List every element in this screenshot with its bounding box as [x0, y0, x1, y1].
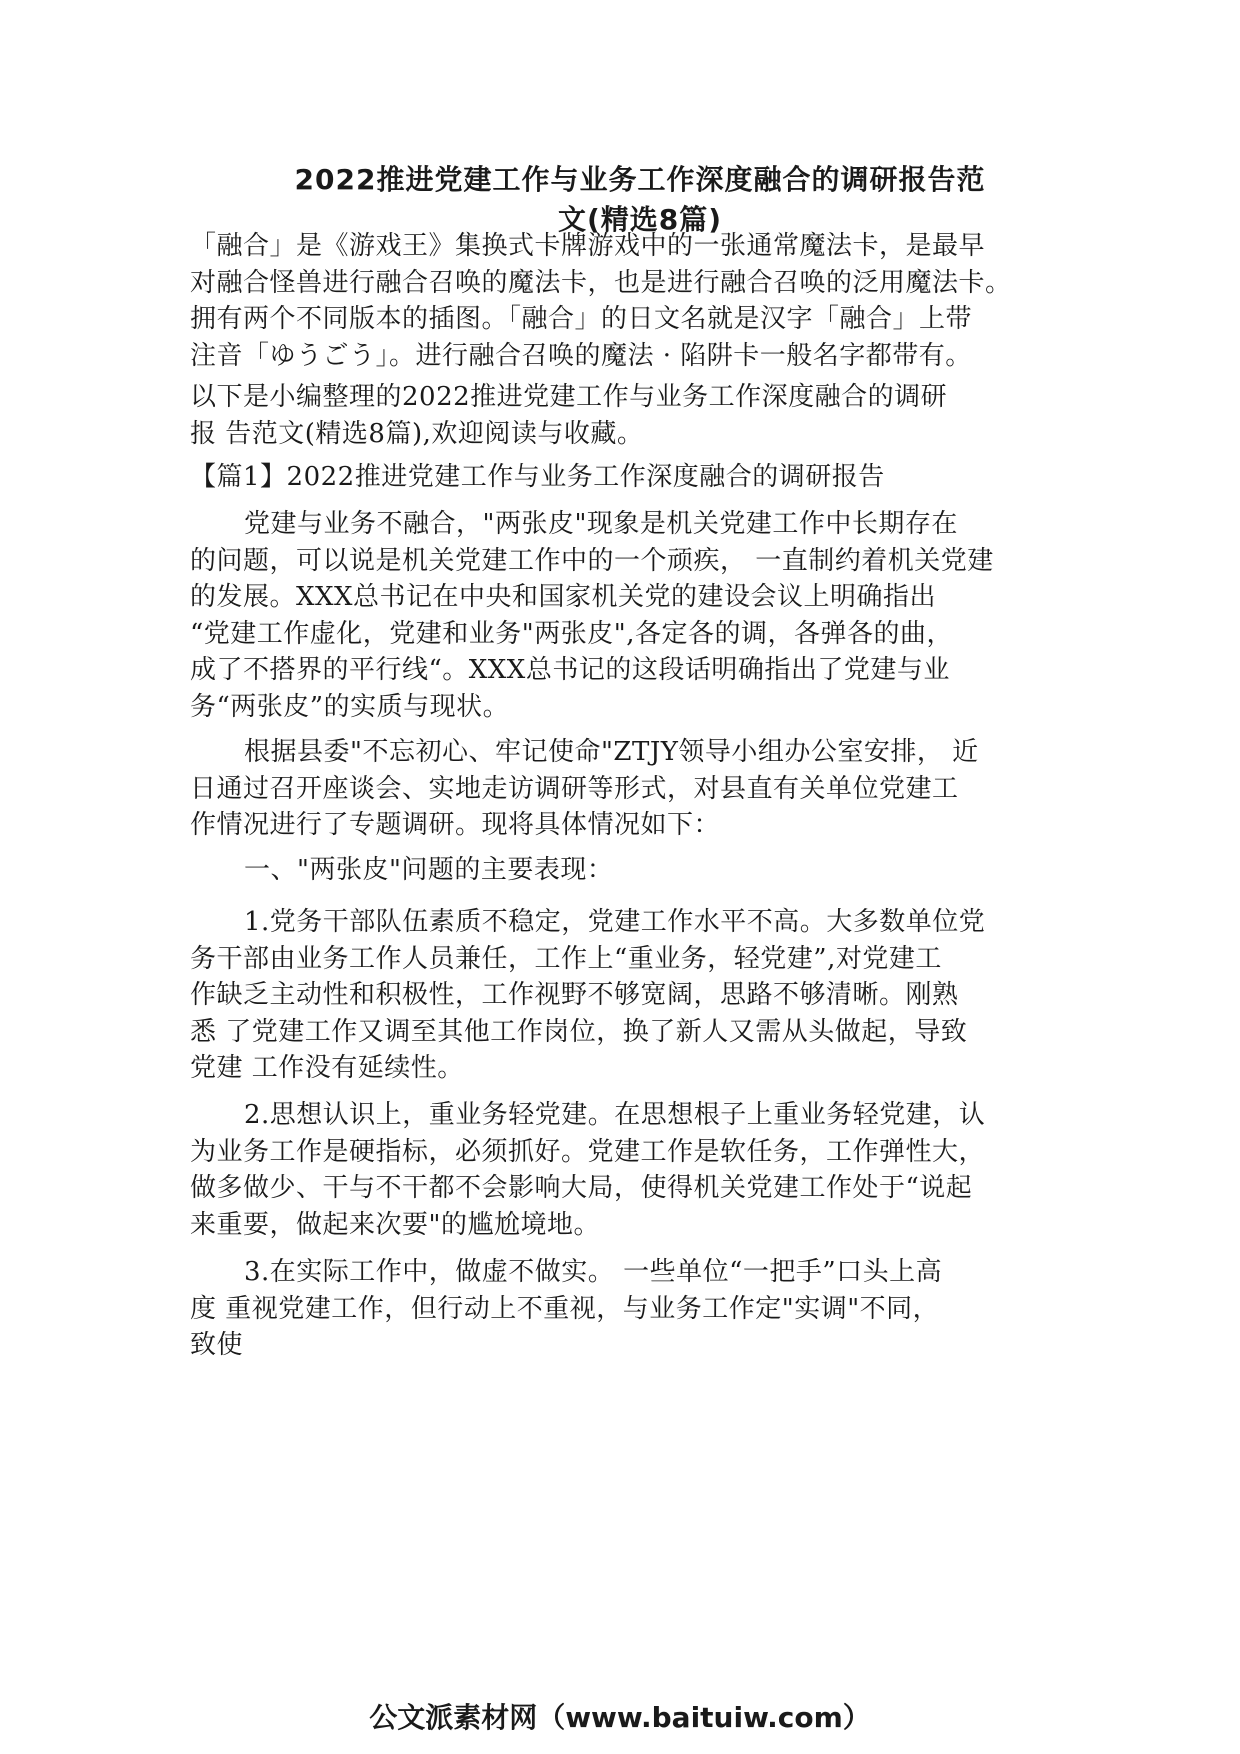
list-item-line: 为业务工作是硬指标，必须抓好。党建工作是软任务，工作弹性大， [190, 1136, 986, 1167]
paragraph-line: 日通过召开座谈会、实地走访调研等形式，对县直有关单位党建工 [190, 773, 959, 804]
list-item-line: 党建 工作没有延续性。 [190, 1053, 464, 1083]
intro-paragraph [190, 228, 1060, 374]
list-item-line: 来重要，做起来次要"的尴尬境地。 [190, 1209, 600, 1240]
title-line-1: 2022推进党建工作与业务工作深度融合的调研报告范 [294, 163, 986, 196]
footer-watermark: 公文派素材网（www.baituiw.com） [369, 1701, 871, 1734]
list-item-2 [190, 1097, 1060, 1243]
body-paragraph-2 [190, 734, 1060, 844]
summary-paragraph [190, 379, 1060, 452]
list-item-line: 致使 [190, 1330, 244, 1360]
list-item-line: 做多做少、干与不干都不会影响大局，使得机关党建工作处于“说起 [190, 1173, 973, 1203]
summary-line: 以下是小编整理的2022推进党建工作与业务工作深度融合的调研 [190, 382, 948, 412]
body-paragraph-1 [190, 506, 1060, 725]
paragraph-line: 务“两张皮”的实质与现状。 [190, 691, 510, 722]
paragraph-line: 的问题，可以说是机关党建工作中的一个顽疾， 一直制约着机关党建 [190, 545, 994, 576]
paragraph-line: 成了不搭界的平行线“。XXX总书记的这段话明确指出了党建与业 [190, 655, 950, 685]
list-item-line: 2.思想认识上，重业务轻党建。在思想根子上重业务轻党建，认 [244, 1100, 986, 1130]
list-item-line: 3.在实际工作中，做虚不做实。 一些单位“一把手”口头上高 [244, 1257, 943, 1287]
paragraph-line: 的发展。XXX总书记在中央和国家机关党的建设会议上明确指出 [190, 582, 937, 612]
list-item-3 [190, 1254, 1060, 1364]
title-line-2: 文(精选8篇) [557, 203, 723, 236]
list-item-1 [190, 904, 1060, 1087]
section-heading [190, 459, 1060, 496]
section-heading-text: 【篇1】2022推进党建工作与业务工作深度融合的调研报告 [190, 462, 885, 492]
subheading-1 [190, 852, 1060, 889]
intro-line: 注音「ゆうごう」。进行融合召唤的魔法 · 陷阱卡一般名字都带有。 [190, 340, 972, 371]
list-item-line: 悉 了党建工作又调至其他工作岗位，换了新人又需从头做起，导致 [190, 1016, 968, 1047]
paragraph-line: 作情况进行了专题调研。现将具体情况如下： [190, 810, 721, 840]
paragraph-line: 根据县委"不忘初心、牢记使命"ZTJY领导小组办公室安排， 近 [244, 737, 979, 767]
intro-line: 对融合怪兽进行融合召唤的魔法卡，也是进行融合召唤的泛用魔法卡。 [190, 267, 1012, 298]
list-item-line: 1.党务干部队伍素质不稳定，党建工作水平不高。大多数单位党 [244, 907, 986, 937]
intro-line: 拥有两个不同版本的插图。「融合」的日文名就是汉字「融合」上带 [190, 304, 973, 334]
intro-line: 「融合」是《游戏王》集换式卡牌游戏中的一张通常魔法卡，是最早 [190, 231, 986, 261]
summary-line: 报 告范文(精选8篇),欢迎阅读与收藏。 [190, 418, 644, 449]
list-item-line: 务干部由业务工作人员兼任，工作上“重业务，轻党建”,对党建工 [190, 943, 942, 974]
list-item-line: 度 重视党建工作，但行动上不重视，与业务工作定"实调"不同， [190, 1293, 940, 1324]
paragraph-line: 党建与业务不融合，"两张皮"现象是机关党建工作中长期存在 [244, 509, 958, 539]
subheading-text: 一、"两张皮"问题的主要表现： [244, 855, 614, 885]
list-item-line: 作缺乏主动性和积极性，工作视野不够宽阔，思路不够清晰。刚熟 [190, 980, 959, 1010]
paragraph-line: “党建工作虚化，党建和业务"两张皮",各定各的调，各弹各的曲， [190, 618, 953, 649]
